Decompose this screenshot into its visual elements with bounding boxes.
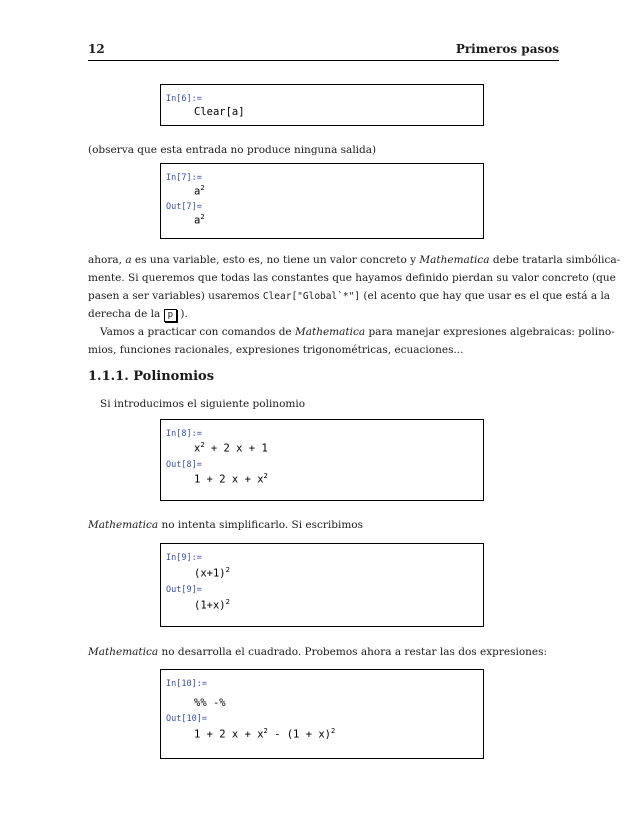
paragraph-ahora-line2: mente. Si queremos que todas las constantes que hayamos definido pierdan su valor concreto (que <box>88 272 616 284</box>
output-label: Out[10]= <box>166 714 207 724</box>
paragraph-si-introducimos: Si introducimos el siguiente polinomio <box>100 398 306 410</box>
code-cell-in10 <box>160 669 484 759</box>
inline-code-clear-global: Clear["Global`*"] <box>262 291 361 302</box>
input-code: %% -% <box>194 697 226 709</box>
input-code: $(x+1)^2$ <box>194 566 230 580</box>
code-cell-in9 <box>160 543 484 627</box>
input-label: In[9]:= <box>166 553 202 563</box>
keyboard-key-p: p <box>164 309 177 322</box>
code-cell-in7 <box>160 163 484 239</box>
paragraph-ahora-line3: pasen a ser variables) usaremos Clear["Global`*"] (el acento que hay que usar es el que está a la <box>88 290 611 302</box>
input-label: In[6]:= <box>166 94 202 104</box>
input-label: In[10]:= <box>166 679 207 689</box>
paragraph-no-simplifica: Mathematica no intenta simplificarlo. Si escribimos <box>88 519 364 531</box>
input-code: $a^2$ <box>194 184 205 198</box>
output-code: 1 + 2 $x + x^2 - (1 + x)^2$ <box>194 727 336 741</box>
running-header <box>88 42 559 61</box>
output-label: Out[7]= <box>166 202 202 212</box>
input-code: Clear[a] <box>194 106 245 118</box>
code-cell-in6 <box>160 84 484 126</box>
paragraph-ahora-line4: derecha de la p ). <box>88 308 188 320</box>
output-code: $a^2$ <box>194 213 205 227</box>
section-heading: 1.1.1. Polinomios <box>88 369 215 384</box>
input-code: $x^2 + 2$ x + 1 <box>194 441 268 455</box>
page-number: 12 <box>88 42 105 56</box>
paragraph-no-desarrolla: Mathematica no desarrolla el cuadrado. Probemos ahora a restar las dos expresiones: <box>88 646 548 658</box>
output-code: 1 + 2 $x + x^2$ <box>194 472 268 486</box>
output-label: Out[8]= <box>166 460 202 470</box>
chapter-title: Primeros pasos <box>455 42 559 56</box>
code-cell-in8 <box>160 419 484 501</box>
paragraph-vamos-line2: mios, funciones racionales, expresiones trigonométricas, ecuaciones... <box>88 344 464 356</box>
paragraph-vamos-line1: Vamos a practicar con comandos de Mathematica para manejar expresiones algebraicas: polino- <box>100 326 615 338</box>
input-label: In[7]:= <box>166 173 202 183</box>
output-label: Out[9]= <box>166 585 202 595</box>
paragraph-ahora-line1: ahora, a es una variable, esto es, no tiene un valor concreto y Mathematica debe tratarla simbólica- <box>88 254 621 266</box>
output-code: $(1+x)^2$ <box>194 598 230 612</box>
paragraph-observa: (observa que esta entrada no produce ninguna salida) <box>88 144 377 156</box>
input-label: In[8]:= <box>166 429 202 439</box>
